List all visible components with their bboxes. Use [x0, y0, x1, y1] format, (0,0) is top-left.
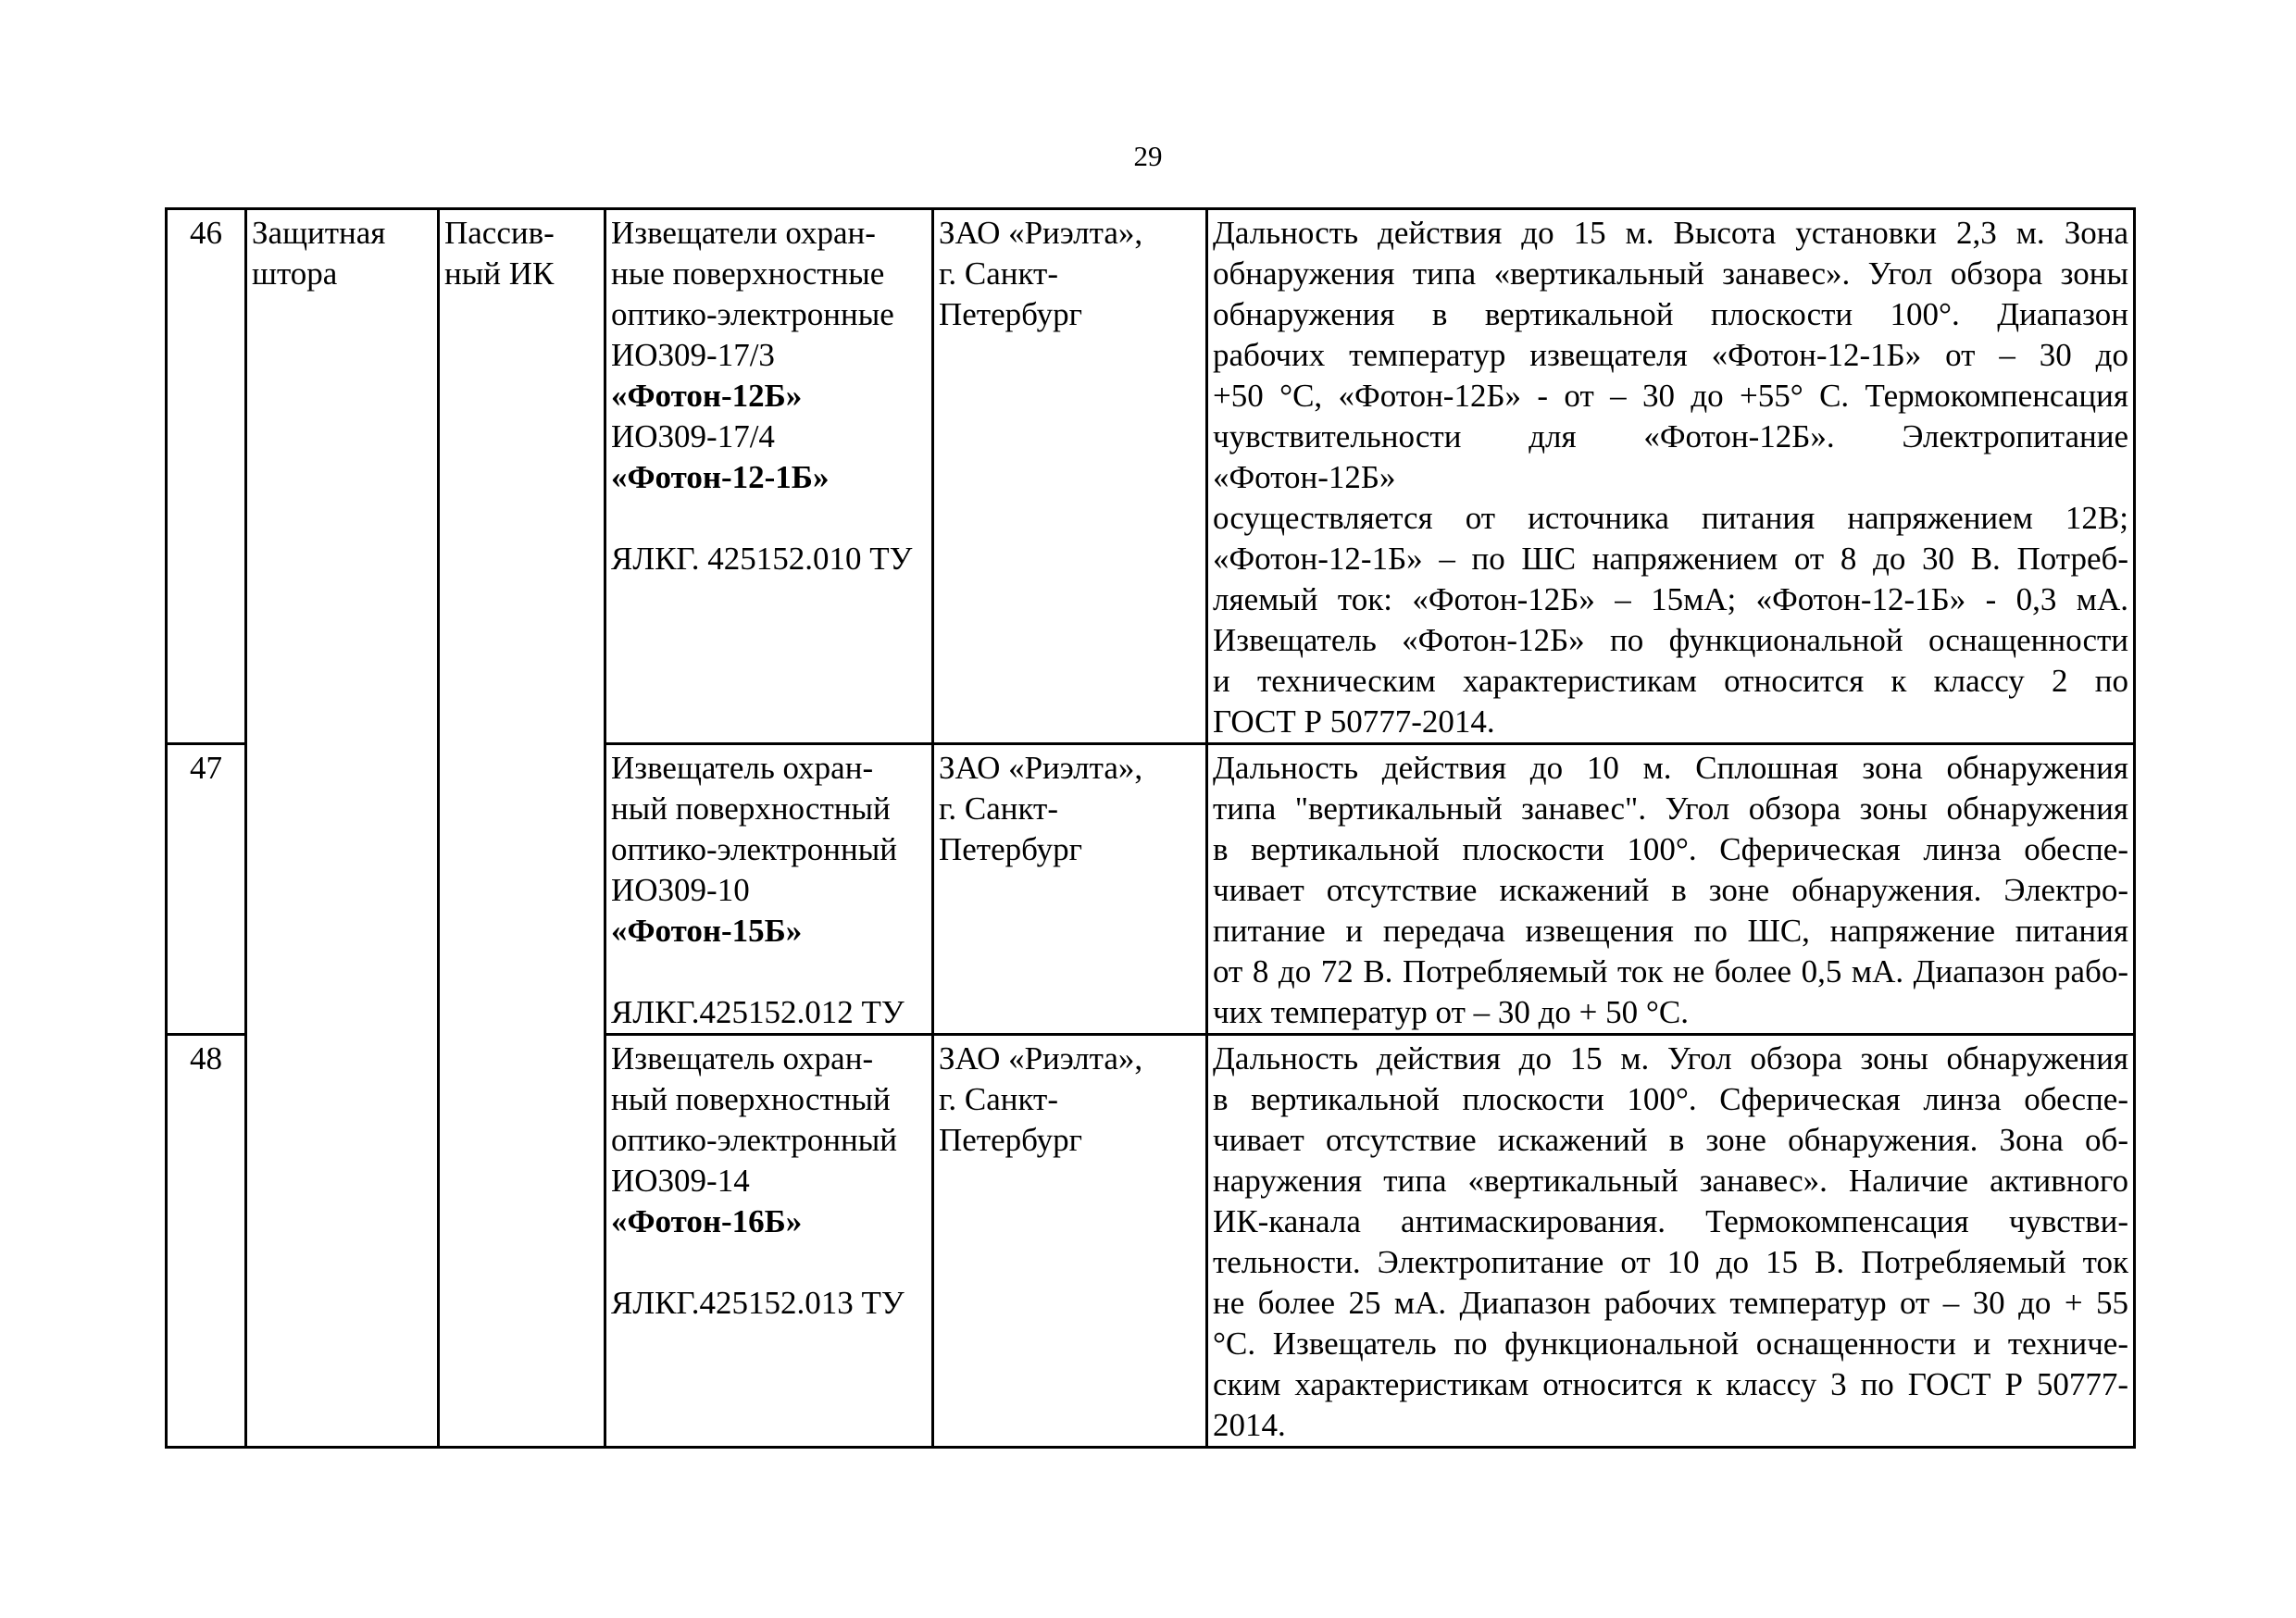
product-name-line: ИО309-10 [611, 872, 750, 908]
description-line: Дальность действия до 15 м. Высота установки 2,3 м. Зона [1213, 215, 2128, 251]
spec-code: ЯЛКГ. 425152.010 ТУ [611, 541, 913, 577]
description-line: Дальность действия до 10 м. Сплошная зона обнаружения [1213, 750, 2128, 786]
description-line: обнаружения типа «вертикальный занавес». Угол обзора зоны [1213, 255, 2128, 292]
description-line: Дальность действия до 15 м. Угол обзора зоны обнаружения [1213, 1040, 2128, 1077]
detector-type-line: штора [252, 255, 338, 292]
table-row [167, 209, 2135, 744]
product-name-line: Извещатели охран- [611, 215, 876, 251]
description-cell [1207, 744, 2135, 1035]
description-line: Извещатель «Фотон-12Б» по функциональной оснащенности [1213, 622, 2128, 658]
description-line: ским характеристикам относится к классу 3 по ГОСТ Р 50777- [1213, 1366, 2128, 1402]
description-line: осуществляется от источника питания напряжением 12В; [1213, 500, 2128, 536]
description-line: 2014. [1213, 1407, 1286, 1443]
description-line: +50 °С, «Фотон-12Б» - от – 30 до +55° С. Термокомпенсация [1213, 378, 2128, 414]
description-line: чивает отсутствие искажений в зоне обнаружения. Электро- [1213, 872, 2128, 908]
description-line: ГОСТ Р 50777-2014. [1213, 703, 1495, 740]
product-name-line: ный поверхностный [611, 1081, 891, 1117]
description-line: «Фотон-12-1Б» – по ШС напряжением от 8 до 30 В. Потреб- [1213, 541, 2128, 577]
description-line: и техническим характеристикам относится к классу 2 по [1213, 663, 2128, 699]
manufacturer-line: ЗАО «Риэлта», [939, 1040, 1143, 1077]
row-number: 46 [167, 209, 246, 744]
spec-code: ЯЛКГ.425152.013 ТУ [611, 1285, 905, 1321]
principle-cell [439, 209, 605, 1448]
row-number: 47 [167, 744, 246, 1035]
manufacturer-cell [933, 209, 1207, 744]
manufacturer-line: Петербург [939, 831, 1082, 867]
description-line: от 8 до 72 В. Потребляемый ток не более 0,5 мА. Диапазон рабо- [1213, 953, 2128, 989]
principle-line: Пассив- [444, 215, 555, 251]
description-line: не более 25 мА. Диапазон рабочих температур от – 30 до + 55 [1213, 1285, 2128, 1321]
manufacturer-line: г. Санкт- [939, 255, 1059, 292]
product-model: «Фотон-12-1Б» [611, 459, 830, 495]
manufacturer-line: г. Санкт- [939, 790, 1059, 827]
product-name-line: Извещатель охран- [611, 1040, 874, 1077]
description-line: чувствительности для «Фотон-12Б». Электропитание «Фотон-12Б» [1213, 418, 2128, 495]
description-line: тельности. Электропитание от 10 до 15 В. Потребляемый ток [1213, 1244, 2128, 1280]
product-name-cell [605, 744, 933, 1035]
spec-code: ЯЛКГ.425152.012 ТУ [611, 994, 905, 1030]
product-model: «Фотон-16Б» [611, 1203, 803, 1239]
product-model: «Фотон-15Б» [611, 913, 803, 949]
description-cell [1207, 209, 2135, 744]
product-name-line: оптико-электронный [611, 831, 898, 867]
product-name-line: ИО309-17/3 [611, 337, 775, 373]
description-line: ляемый ток: «Фотон-12Б» – 15мА; «Фотон-12-1Б» - 0,3 мА. [1213, 581, 2128, 617]
description-line: в вертикальной плоскости 100°. Сферическая линза обеспе- [1213, 831, 2128, 867]
description-line: чивает отсутствие искажений в зоне обнаружения. Зона об- [1213, 1122, 2128, 1158]
manufacturer-line: г. Санкт- [939, 1081, 1059, 1117]
manufacturer-line: ЗАО «Риэлта», [939, 750, 1143, 786]
description-cell [1207, 1035, 2135, 1448]
manufacturer-cell [933, 1035, 1207, 1448]
product-name-line: оптико-электронный [611, 1122, 898, 1158]
product-name-line: Извещатель охран- [611, 750, 874, 786]
description-line: обнаружения в вертикальной плоскости 100°. Диапазон [1213, 296, 2128, 332]
product-name-cell [605, 1035, 933, 1448]
manufacturer-line: Петербург [939, 296, 1082, 332]
product-name-line: ный поверхностный [611, 790, 891, 827]
description-line: питание и передача извещения по ШС, напряжение питания [1213, 913, 2128, 949]
equipment-table [165, 207, 2136, 1449]
product-name-line: оптико-электронные [611, 296, 894, 332]
description-line: типа "вертикальный занавес". Угол обзора зоны обнаружения [1213, 790, 2128, 827]
description-line: чих температур от – 30 до + 50 °С. [1213, 994, 1690, 1030]
detector-type-line: Защитная [252, 215, 386, 251]
product-name-line: ные поверхностные [611, 255, 885, 292]
description-line: в вертикальной плоскости 100°. Сферическая линза обеспе- [1213, 1081, 2128, 1117]
description-line: наружения типа «вертикальный занавес». Наличие активного [1213, 1163, 2128, 1199]
row-number: 48 [167, 1035, 246, 1448]
detector-type-cell [246, 209, 439, 1448]
manufacturer-cell [933, 744, 1207, 1035]
description-line: ИК-канала антимаскирования. Термокомпенсация чувстви- [1213, 1203, 2128, 1239]
description-line: рабочих температур извещателя «Фотон-12-1Б» от – 30 до [1213, 337, 2128, 373]
manufacturer-line: Петербург [939, 1122, 1082, 1158]
description-line: °С. Извещатель по функциональной оснащенности и техниче- [1213, 1326, 2128, 1362]
manufacturer-line: ЗАО «Риэлта», [939, 215, 1143, 251]
product-name-cell [605, 209, 933, 744]
page-number: 29 [1133, 140, 1163, 172]
product-model: «Фотон-12Б» [611, 378, 803, 414]
product-name-line: ИО309-17/4 [611, 418, 775, 454]
principle-line: ный ИК [444, 255, 555, 292]
product-name-line: ИО309-14 [611, 1163, 750, 1199]
